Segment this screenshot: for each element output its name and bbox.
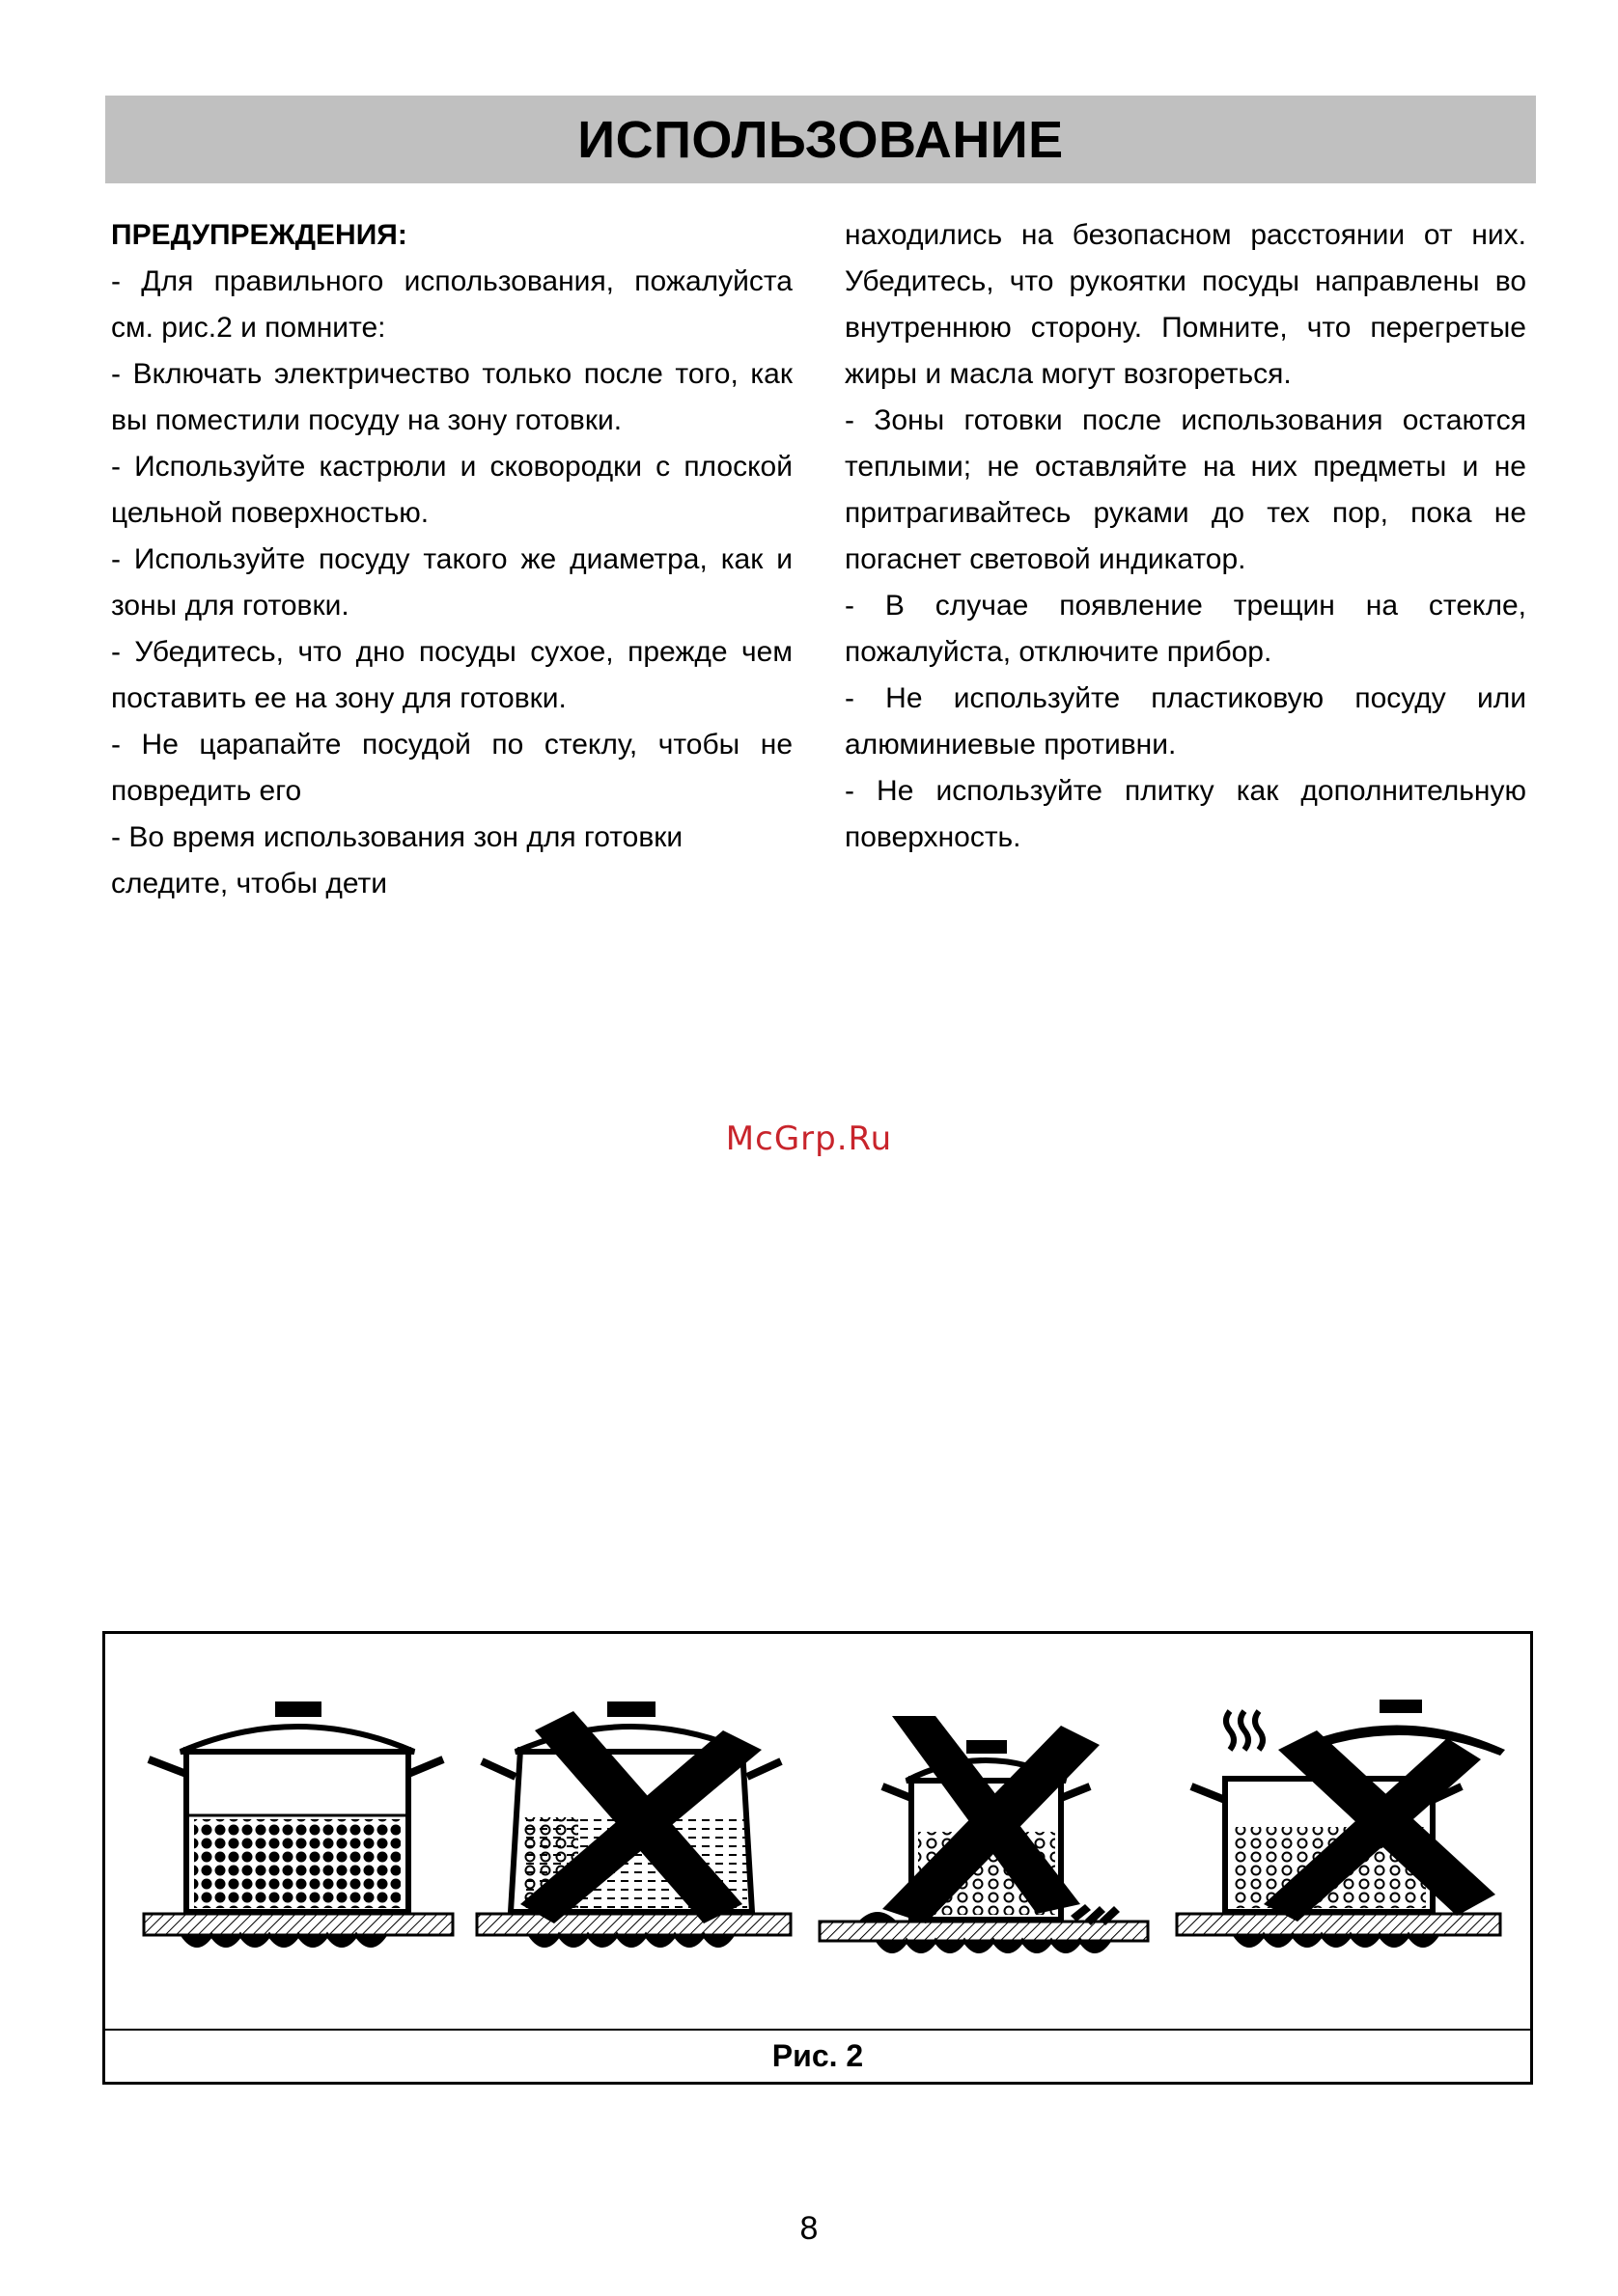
warning-item: - Включать электричество только после того, как вы поместили посуду на зону готовки. (111, 358, 793, 436)
warning-item: - Используйте посуду такого же диаметра, как и зоны для готовки. (111, 543, 793, 622)
warning-item: - Зоны готовки после использования остаются теплыми; не оставляйте на них предметы и не притрагивайтесь руками до тех пор, пока не погаснет световой индикатор. (845, 404, 1526, 575)
warning-item: - Убедитесь, что дно посуды сухое, прежде чем поставить ее на зону для готовки. (111, 636, 793, 714)
pot-boiling-over-crossed-icon (820, 1716, 1148, 1951)
pot-small-base-crossed-icon (477, 1701, 791, 1946)
warning-item: - В случае появление трещин на стекле, пожалуйста, отключите прибор. (845, 590, 1526, 668)
pot-correct-icon (144, 1701, 453, 1946)
figure-illustration (105, 1634, 1530, 2032)
warning-item: - Не используйте пластиковую посуду или алюминиевые противни. (845, 682, 1526, 761)
warning-item: - Во время использования зон для готовки следите, чтобы дети (111, 821, 683, 899)
left-column (111, 212, 793, 907)
page-number: 8 (799, 2210, 819, 2247)
figure-caption: Рис. 2 (105, 2029, 1530, 2082)
title-bar (105, 96, 1536, 183)
warning-item: - Для правильного использования, пожалуйста см. рис.2 и помните: (111, 265, 793, 344)
figure-box (102, 1631, 1533, 2085)
warning-item: - Не царапайте посудой по стеклу, чтобы не повредить его (111, 729, 793, 807)
pot-lid-steaming-crossed-icon (1177, 1700, 1505, 1946)
page-title: ИСПОЛЬЗОВАНИЕ (577, 110, 1064, 169)
warning-item: - Используйте кастрюли и сковородки с плоской цельной поверхностью. (111, 451, 793, 529)
watermark: McGrp.Ru (725, 1120, 893, 1158)
right-column (845, 212, 1526, 861)
warning-item: находились на безопасном расстоянии от них. Убедитесь, что рукоятки посуды направлены во внутреннюю сторону. Помните, что перегретые жиры и масла могут возгореться. (845, 219, 1526, 390)
warning-item: - Не используйте плитку как дополнительную поверхность. (845, 775, 1526, 853)
warnings-heading: ПРЕДУПРЕЖДЕНИЯ: (111, 219, 407, 251)
